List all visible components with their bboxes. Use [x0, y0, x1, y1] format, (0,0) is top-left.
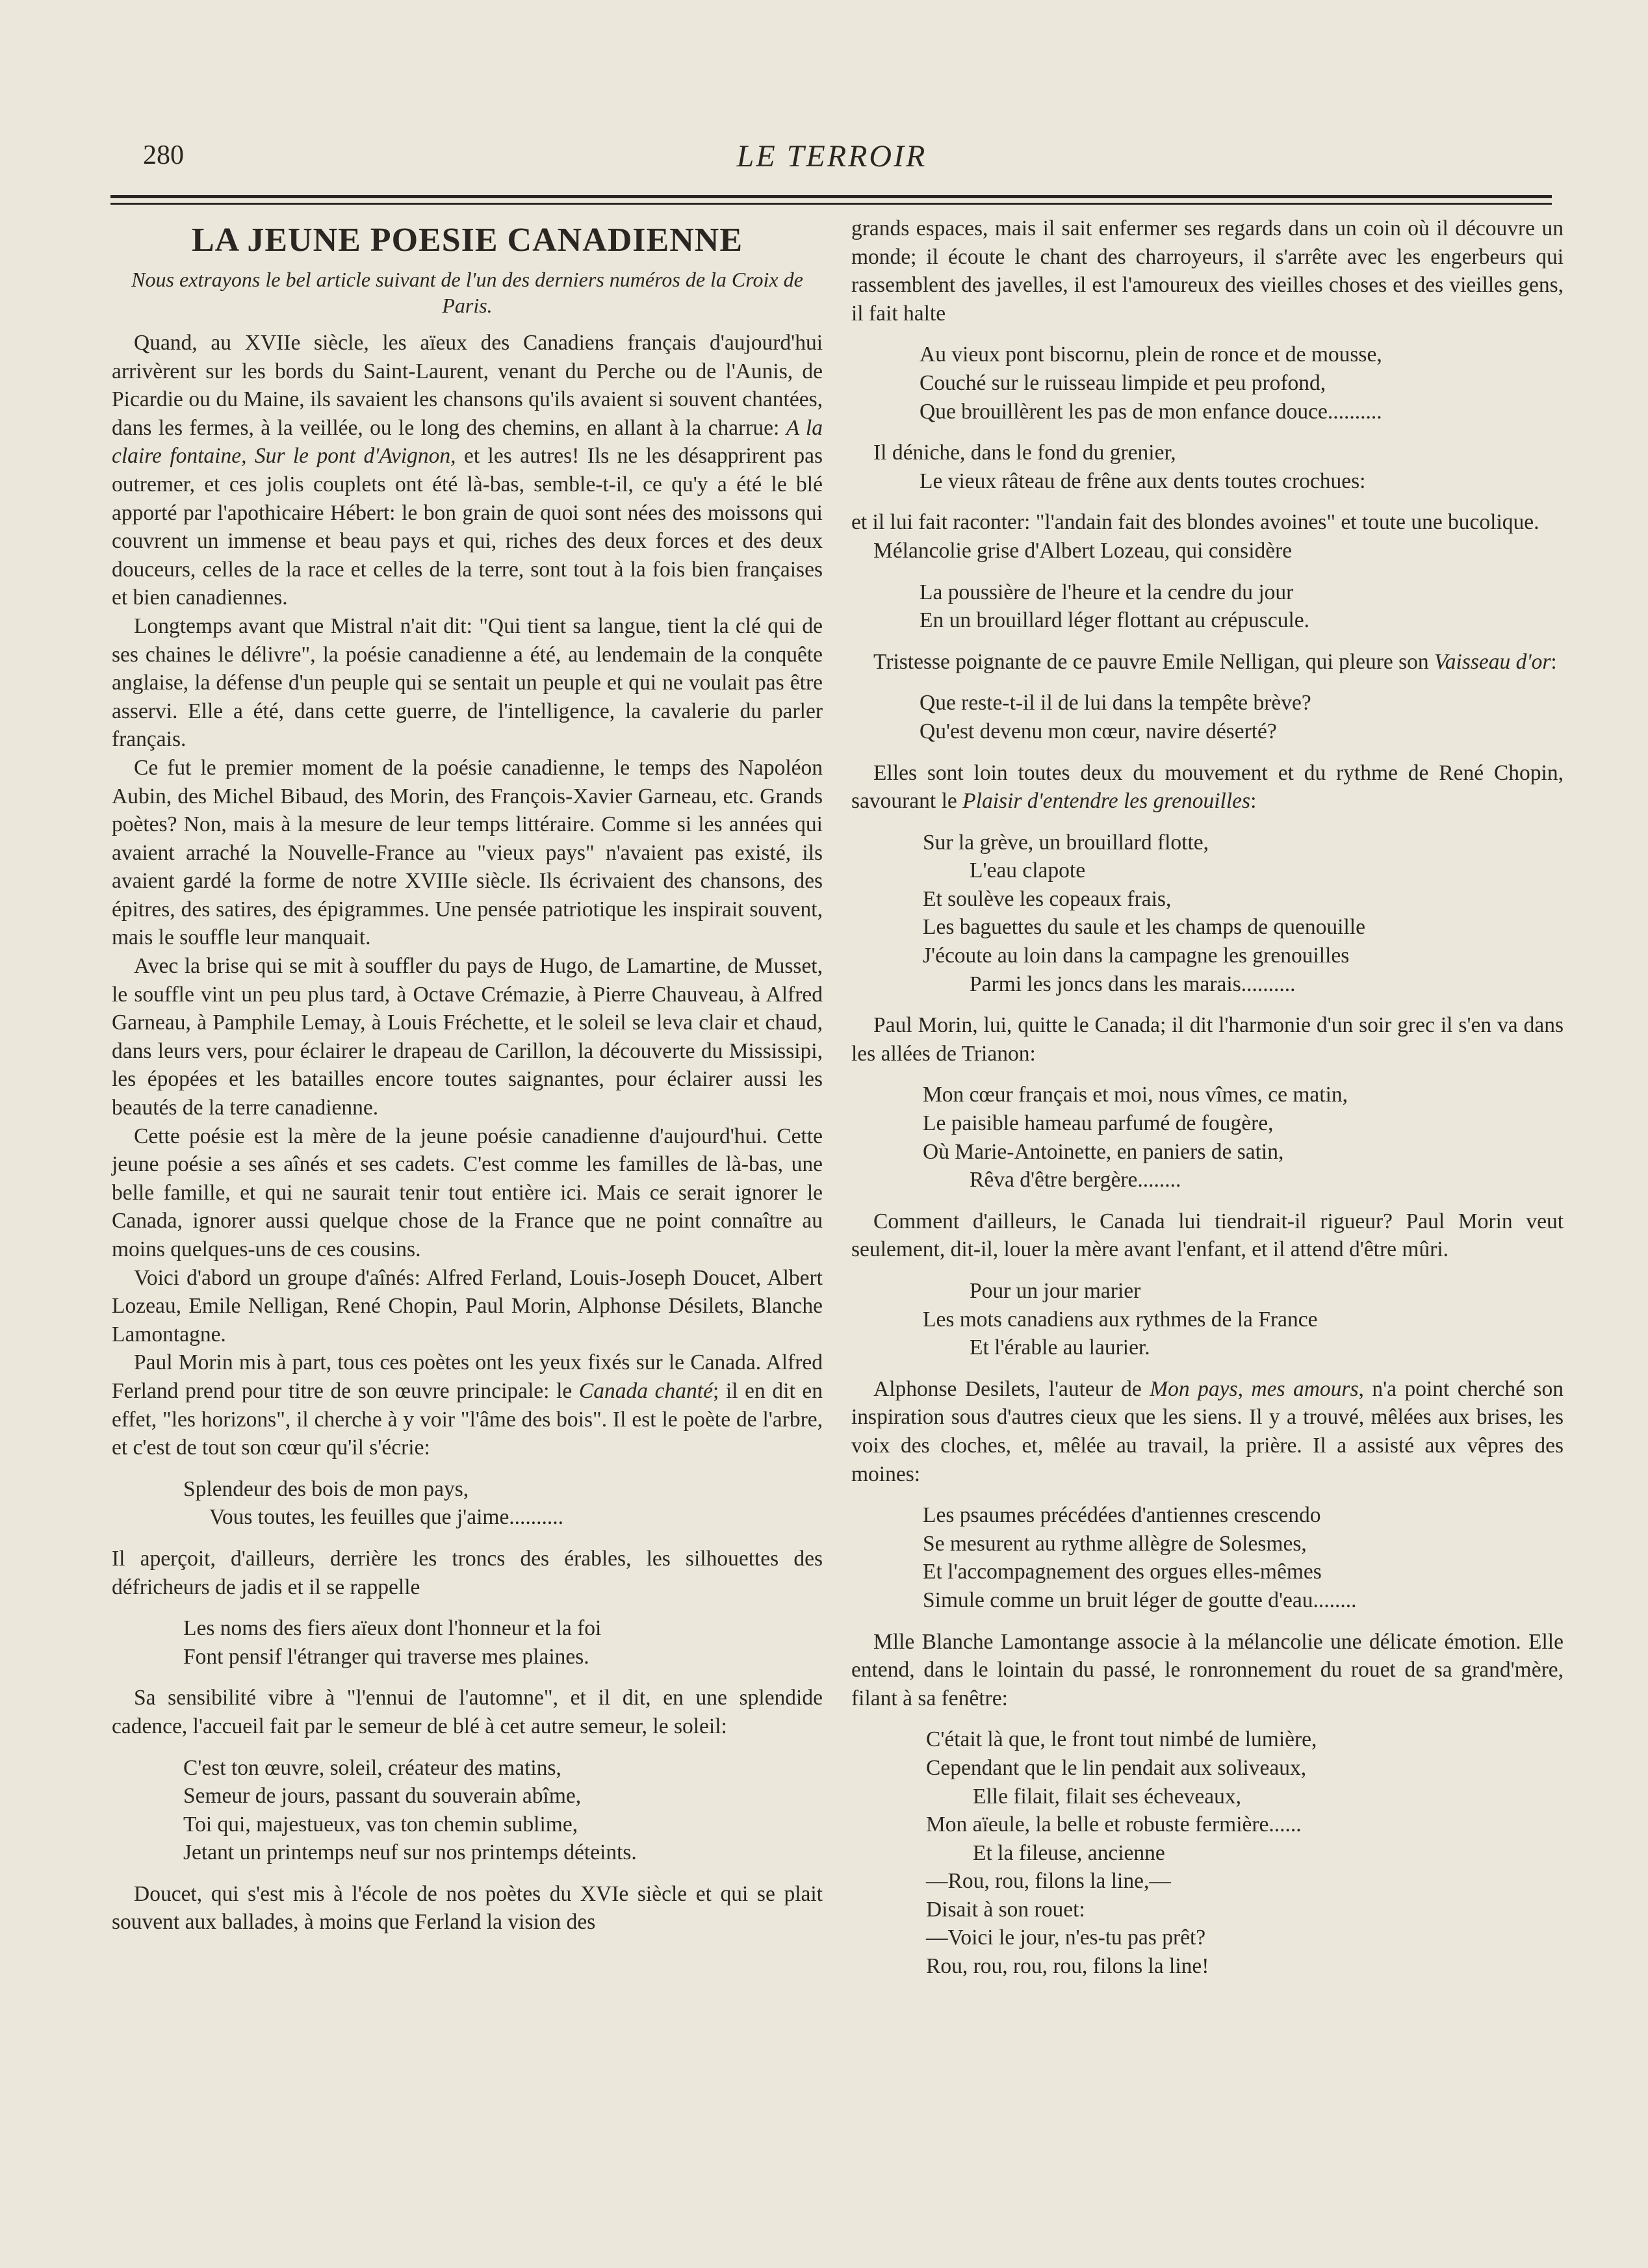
verse-line: —Voici le jour, n'es-tu pas prêt?: [926, 1926, 1206, 1950]
verse-line: Splendeur des bois de mon pays,: [183, 1476, 469, 1501]
paragraph: Elles sont loin toutes deux du mouvement et du rythme de René Chopin, savourant le Plaisir d'entendre les grenouilles:: [851, 760, 1564, 814]
verse-line: Les psaumes précédées d'antiennes crescendo: [923, 1503, 1321, 1528]
verse-block: [112, 1475, 823, 1532]
header-rule: [110, 195, 1552, 198]
page-header: [110, 133, 1553, 179]
verse-block: [851, 1277, 1564, 1362]
verse-block: [851, 689, 1564, 745]
verse-line: Mon aïeule, la belle et robuste fermière......: [926, 1812, 1302, 1837]
verse-line: Font pensif l'étranger qui traverse mes plaines.: [183, 1644, 589, 1669]
verse-line: Et l'accompagnement des orgues elles-mêmes: [923, 1560, 1322, 1584]
verse-line: Où Marie-Antoinette, en paniers de satin,: [923, 1139, 1284, 1164]
verse-line: Les mots canadiens aux rythmes de la France: [923, 1307, 1318, 1332]
verse-line: Couché sur le ruisseau limpide et peu profond,: [920, 370, 1326, 395]
verse-block: [851, 1081, 1564, 1194]
verse-line: Mon cœur français et moi, nous vîmes, ce matin,: [923, 1083, 1348, 1107]
verse-line: Les noms des fiers aïeux dont l'honneur et la foi: [183, 1616, 602, 1641]
verse-line: —Rou, rou, filons la line,—: [926, 1869, 1171, 1894]
article-subtitle: Nous extrayons le bel article suivant de l'un des derniers numéros de la Croix de Paris.: [131, 268, 803, 317]
paragraph: Mlle Blanche Lamontange associe à la mélancolie une délicate émotion. Elle entend, dans le lointain du passé, le ronronnement du rouet de sa grand'mère, filant à sa fenêtre:: [851, 1629, 1564, 1710]
paragraph: Il aperçoit, d'ailleurs, derrière les troncs des érables, les silhouettes des défricheurs de jadis et il se rappelle: [112, 1546, 823, 1599]
paragraph: Cette poésie est la mère de la jeune poésie canadienne d'aujourd'hui. Cette jeune poésie a ses aînés et ses cadets. C'est comme les familles de là-bas, une belle famille, et qui ne saurait tenir tout entière ici. Mais ce serait ignorer le Canada, ignorer aussi quelque chose de la France que ne point connaître au moins quelques-uns de ces cousins.: [112, 1124, 823, 1261]
verse-line: Rêva d'être bergère........: [970, 1168, 1181, 1192]
verse-line: Le paisible hameau parfumé de fougère,: [923, 1111, 1274, 1136]
paragraph: Longtemps avant que Mistral n'ait dit: "Qui tient sa langue, tient la clé qui de ses chaines le délivre", la poésie canadienne a été, au lendemain de la conquête anglaise, la défense d'un peuple qui se sentait un peuple et qui ne voulait pas être asservi. Elle a été, dans cette guerre, de l'intelligence, la cavalerie du parler français.: [112, 613, 823, 752]
verse-block: [851, 341, 1564, 426]
verse-block: [112, 1754, 823, 1867]
verse-line: Et soulève les copeaux frais,: [923, 886, 1172, 911]
verse-line: Rou, rou, rou, rou, filons la line!: [926, 1954, 1209, 1979]
verse-line: Toi qui, majestueux, vas ton chemin sublime,: [183, 1812, 578, 1836]
verse-block: [112, 1614, 823, 1671]
paragraph: grands espaces, mais il sait enfermer ses regards dans un coin où il découvre un monde; il écoute le chant des charroyeurs, il s'arrête avec les engerbeurs qui rassemblent des javelles, il est l'amoureux des vieilles choses et des vieilles gens, il fait halte: [851, 216, 1564, 326]
paragraph: Sa sensibilité vibre à "l'ennui de l'automne", et il dit, en une splendide cadence, l'accueil fait par le semeur de blé à cet autre semeur, le soleil:: [112, 1686, 823, 1738]
verse-line: Elle filait, filait ses écheveaux,: [973, 1784, 1241, 1809]
left-column: [112, 214, 823, 1937]
paragraph: Il déniche, dans le fond du grenier,: [873, 441, 1176, 465]
paragraph: Avec la brise qui se mit à souffler du pays de Hugo, de Lamartine, de Musset, le souffle vint un peu plus tard, à Octave Crémazie, à Pierre Chauveau, à Alfred Garneau, à Pamphile Lemay, à Louis Fréchette, et le soleil se leva clair et chaud, dans leurs vers, pour éclairer le drapeau de Carillon, la découverte du Mississipi, les épopées et les batailles encore toutes saignantes, pour éclairer aussi les beautés de la terre canadienne.: [112, 954, 823, 1120]
verse-line: En un brouillard léger flottant au crépuscule.: [920, 608, 1309, 633]
header-rule-thin: [110, 203, 1552, 205]
verse-line: Qu'est devenu mon cœur, navire déserté?: [920, 719, 1277, 743]
verse-line: La poussière de l'heure et la cendre du jour: [920, 580, 1294, 604]
verse-line: Simule comme un bruit léger de goutte d'eau........: [923, 1588, 1357, 1612]
paragraph: Tristesse poignante de ce pauvre Emile Nelligan, qui pleure son Vaisseau d'or:: [873, 649, 1557, 674]
verse-line: Pour un jour marier: [970, 1279, 1141, 1303]
verse-line: Disait à son rouet:: [926, 1897, 1085, 1922]
article-title: LA JEUNE POESIE CANADIENNE: [191, 222, 743, 259]
paragraph: Alphonse Desilets, l'auteur de Mon pays, mes amours, n'a point cherché son inspiration sous d'autres cieux que les siens. Il y a trouvé, mêlées aux brises, les voix des cloches, et, mêlée au travail, la prière. Il a assisté aux vêpres des moines:: [851, 1376, 1564, 1486]
verse-line: Et l'érable au laurier.: [970, 1335, 1150, 1360]
verse-line: Que brouillèrent les pas de mon enfance douce..........: [920, 399, 1382, 424]
verse-block: [851, 467, 1564, 496]
paragraph: Doucet, qui s'est mis à l'école de nos poètes du XVIe siècle et qui se plait souvent aux ballades, à moins que Ferland la vision des: [112, 1881, 823, 1935]
verse-line: J'écoute au loin dans la campagne les grenouilles: [923, 944, 1350, 968]
verse-line: Vous toutes, les feuilles que j'aime..........: [209, 1505, 564, 1530]
right-column: [851, 214, 1564, 1994]
verse-line: Sur la grève, un brouillard flotte,: [923, 830, 1209, 855]
verse-line: C'est ton œuvre, soleil, créateur des matins,: [183, 1755, 561, 1780]
verse-block: [851, 829, 1564, 999]
verse-line: Cependant que le lin pendait aux soliveaux,: [926, 1755, 1307, 1780]
verse-line: Jetant un printemps neuf sur nos printemps déteints.: [183, 1840, 637, 1865]
paragraph: Voici d'abord un groupe d'aînés: Alfred Ferland, Louis-Joseph Doucet, Albert Lozeau, Emile Nelligan, René Chopin, Paul Morin, Alphonse Désilets, Blanche Lamontagne.: [112, 1265, 823, 1347]
paragraph: et il lui fait raconter: "l'andain fait des blondes avoines" et toute une bucolique.: [851, 510, 1539, 535]
paragraph: Ce fut le premier moment de la poésie canadienne, le temps des Napoléon Aubin, des Michel Bibaud, des Morin, des François-Xavier Garneau, etc. Grands poètes? Non, mais à la mesure de leur temps littéraire. Comme si les années qui avaient arraché la Nouvelle-France au "vieux pays" n'avaient pas existé, ils avaient gardé la forme de notre XVIIIe siècle. Ils écrivaient des chansons, des épitres, des satires, des épigrammes. Une pensée patriotique les inspirait souvent, mais le souffle leur manquait.: [112, 755, 823, 950]
verse-line: Le vieux râteau de frêne aux dents toutes crochues:: [920, 469, 1366, 493]
paragraph: Paul Morin, lui, quitte le Canada; il dit l'harmonie d'un soir grec il s'en va dans les allées de Trianon:: [851, 1013, 1564, 1066]
verse-line: Les baguettes du saule et les champs de quenouille: [923, 915, 1365, 940]
paragraph: Mélancolie grise d'Albert Lozeau, qui considère: [873, 538, 1293, 563]
verse-line: Se mesurent au rythme allègre de Solesmes,: [923, 1531, 1307, 1556]
verse-line: Semeur de jours, passant du souverain abîme,: [183, 1784, 582, 1809]
verse-line: C'était là que, le front tout nimbé de lumière,: [926, 1727, 1317, 1752]
verse-line: Au vieux pont biscornu, plein de ronce et de mousse,: [920, 342, 1382, 367]
running-title: LE TERROIR: [736, 139, 927, 174]
verse-block: [851, 1501, 1564, 1614]
verse-line: L'eau clapote: [970, 858, 1086, 883]
verse-line: Parmi les joncs dans les marais..........: [970, 972, 1296, 996]
verse-block: [851, 1725, 1564, 1980]
paragraph: Quand, au XVIIe siècle, les aïeux des Canadiens français d'aujourd'hui arrivèrent sur les bords du Saint-Laurent, venant du Perche ou de l'Aunis, de Picardie ou du Maine, ils savaient les chansons qu'ils avaient si souvent chantées, dans les fermes, à la veillée, ou le long des chemins, en allant à la charrue: A la claire fontaine, Sur le pont d'Avignon, et les autres! Ils ne les désapprirent pas outremer, et ces jolis couplets ont été là-bas, semble-t-il, ce qu'y a été le blé apporté par l'apothicaire Hébert: le bon grain de quoi sont nées des moissons qui couvrent un immense et beau pays et qui, riches des deux forces et des deux douceurs, celles de la race et celles de la terre, sont tout à la fois bien françaises et bien canadiennes.: [112, 331, 823, 610]
verse-block: [851, 578, 1564, 635]
paragraph: Comment d'ailleurs, le Canada lui tiendrait-il rigueur? Paul Morin veut seulement, dit-il, louer la mère avant l'enfant, et il attend d'être mûri.: [851, 1209, 1564, 1262]
verse-line: Que reste-t-il il de lui dans la tempête brève?: [920, 691, 1311, 715]
verse-line: Et la fileuse, ancienne: [973, 1840, 1165, 1865]
page-number: 280: [143, 140, 184, 170]
paragraph: Paul Morin mis à part, tous ces poètes ont les yeux fixés sur le Canada. Alfred Ferland prend pour titre de son œuvre principale: le Canada chanté; il en dit en effet, "les horizons", il cherche à y voir "l'âme des bois". Il est le poète de l'arbre, et c'est de tout son cœur qu'il s'écrie:: [112, 1350, 823, 1460]
